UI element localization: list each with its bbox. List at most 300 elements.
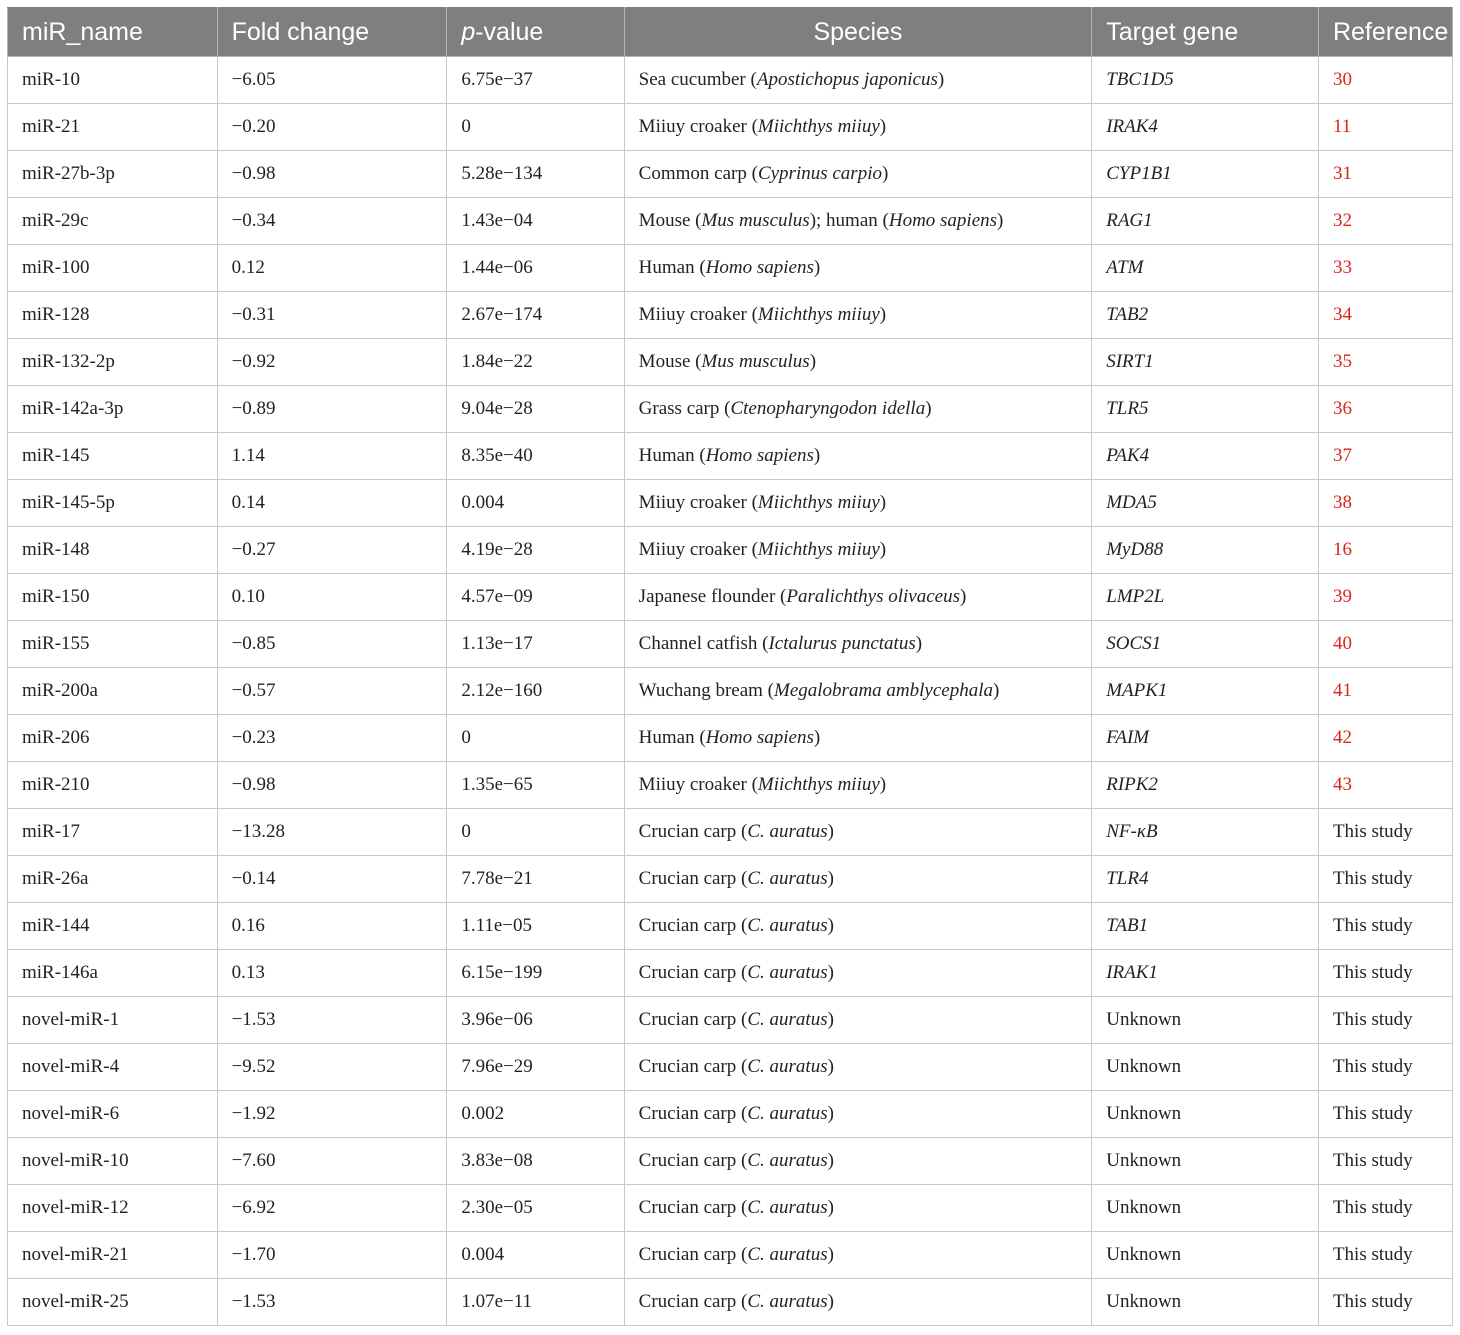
- species-common: Channel catfish (: [638, 633, 769, 654]
- cell-fold-change: −0.57: [217, 668, 447, 715]
- species-close: ): [879, 539, 887, 560]
- table-row: [8, 1044, 1453, 1091]
- cell-mir-name: miR-21: [8, 104, 218, 151]
- cell-p-value: 2.67e−174: [447, 292, 624, 339]
- table-row: [8, 57, 1453, 104]
- cell-fold-change: 0.16: [217, 903, 447, 950]
- species-close: ): [827, 821, 834, 842]
- col-header-reference: Reference: [1318, 8, 1452, 57]
- species-common: Human (: [638, 445, 706, 466]
- table-row: [8, 903, 1453, 950]
- cell-mir-name: novel-miR-21: [8, 1232, 218, 1279]
- p-value-suffix: -value: [475, 17, 544, 46]
- species-scientific: C. auratus: [747, 1150, 828, 1171]
- cell-reference: [1318, 950, 1452, 997]
- cell-reference: [1318, 997, 1452, 1044]
- cell-mir-name: miR-27b-3p: [8, 151, 218, 198]
- species-scientific: C. auratus: [747, 962, 828, 983]
- cell-target-gene: [1092, 950, 1319, 997]
- cell-target-gene: [1092, 151, 1319, 198]
- cell-p-value: 1.35e−65: [447, 762, 624, 809]
- cell-reference: [1318, 1279, 1452, 1326]
- species-common: Crucian carp (: [638, 962, 748, 983]
- reference-link[interactable]: 34: [1332, 304, 1352, 325]
- cell-mir-name: novel-miR-25: [8, 1279, 218, 1326]
- cell-reference: [1318, 1138, 1452, 1185]
- species-common: Mouse (: [638, 210, 702, 231]
- cell-mir-name: novel-miR-10: [8, 1138, 218, 1185]
- species-common-2: human (: [826, 210, 889, 231]
- species-close: ): [937, 69, 945, 90]
- cell-species: [624, 621, 1092, 668]
- cell-reference: [1318, 903, 1452, 950]
- cell-reference: [1318, 104, 1452, 151]
- species-close: ): [809, 351, 817, 372]
- species-scientific: Miichthys miiuy: [757, 116, 880, 137]
- cell-mir-name: miR-132-2p: [8, 339, 218, 386]
- cell-reference: [1318, 198, 1452, 245]
- target-gene: Unknown: [1106, 1150, 1182, 1171]
- cell-reference: [1318, 433, 1452, 480]
- species-close: );: [809, 210, 827, 231]
- species-common: Miiuy croaker (: [638, 774, 758, 795]
- species-common: Common carp (: [638, 163, 758, 184]
- species-scientific: Homo sapiens: [705, 727, 814, 748]
- species-scientific: Paralichthys olivaceus: [786, 586, 960, 607]
- cell-species: [624, 57, 1092, 104]
- species-close: ): [827, 915, 834, 936]
- species-common: Miiuy croaker (: [638, 539, 758, 560]
- cell-target-gene: [1092, 1091, 1319, 1138]
- cell-reference: [1318, 151, 1452, 198]
- cell-species: [624, 433, 1092, 480]
- cell-target-gene: [1092, 527, 1319, 574]
- cell-reference: [1318, 1232, 1452, 1279]
- species-common: Crucian carp (: [638, 868, 748, 889]
- reference-link[interactable]: 11: [1332, 116, 1352, 137]
- species-close: ): [879, 492, 887, 513]
- cell-target-gene: [1092, 715, 1319, 762]
- target-gene: TLR5: [1106, 398, 1149, 419]
- cell-fold-change: −0.14: [217, 856, 447, 903]
- reference-link[interactable]: 36: [1332, 398, 1352, 419]
- species-scientific: Homo sapiens: [705, 445, 814, 466]
- reference-link[interactable]: 42: [1332, 727, 1352, 748]
- cell-species: [624, 245, 1092, 292]
- cell-fold-change: −1.70: [217, 1232, 447, 1279]
- reference-text: This study: [1332, 915, 1413, 936]
- table-row: [8, 997, 1453, 1044]
- cell-fold-change: −7.60: [217, 1138, 447, 1185]
- col-header-fold-change: Fold change: [217, 8, 447, 57]
- target-gene: NF-κB: [1106, 821, 1158, 842]
- cell-mir-name: miR-29c: [8, 198, 218, 245]
- species-scientific: Miichthys miiuy: [757, 492, 880, 513]
- table-row: [8, 762, 1453, 809]
- cell-fold-change: 0.10: [217, 574, 447, 621]
- table-row: [8, 1138, 1453, 1185]
- cell-target-gene: [1092, 198, 1319, 245]
- cell-fold-change: −1.53: [217, 997, 447, 1044]
- cell-mir-name: miR-200a: [8, 668, 218, 715]
- species-scientific: Ctenopharyngodon idella: [730, 398, 926, 419]
- species-close: ): [960, 586, 967, 607]
- cell-target-gene: [1092, 903, 1319, 950]
- header-row: [8, 8, 1453, 57]
- table-row: [8, 856, 1453, 903]
- cell-fold-change: −13.28: [217, 809, 447, 856]
- reference-link[interactable]: 40: [1332, 633, 1352, 654]
- species-scientific: Miichthys miiuy: [757, 539, 880, 560]
- table-row: [8, 527, 1453, 574]
- target-gene: SOCS1: [1106, 633, 1162, 654]
- cell-target-gene: [1092, 1138, 1319, 1185]
- species-close: ): [827, 1244, 834, 1265]
- species-common: Human (: [638, 257, 706, 278]
- cell-species: [624, 1138, 1092, 1185]
- table-row: [8, 715, 1453, 762]
- cell-p-value: 3.96e−06: [447, 997, 624, 1044]
- target-gene: RIPK2: [1106, 774, 1158, 795]
- species-close: ): [879, 774, 887, 795]
- cell-reference: [1318, 1091, 1452, 1138]
- reference-text: This study: [1332, 1056, 1413, 1077]
- species-close: ): [915, 633, 923, 654]
- cell-p-value: 1.07e−11: [447, 1279, 624, 1326]
- cell-reference: [1318, 480, 1452, 527]
- cell-fold-change: −9.52: [217, 1044, 447, 1091]
- species-common: Wuchang bream (: [638, 680, 775, 701]
- species-close-2: ): [997, 210, 1004, 231]
- table-row: [8, 809, 1453, 856]
- cell-fold-change: 0.14: [217, 480, 447, 527]
- cell-mir-name: miR-142a-3p: [8, 386, 218, 433]
- species-close: ): [813, 727, 821, 748]
- cell-mir-name: miR-100: [8, 245, 218, 292]
- species-scientific: Mus musculus: [701, 210, 810, 231]
- target-gene: IRAK4: [1106, 116, 1158, 137]
- species-close: ): [879, 304, 887, 325]
- cell-fold-change: −1.92: [217, 1091, 447, 1138]
- reference-link[interactable]: 30: [1332, 69, 1352, 90]
- cell-fold-change: −6.92: [217, 1185, 447, 1232]
- cell-species: [624, 809, 1092, 856]
- species-close: ): [827, 1150, 834, 1171]
- species-close: ): [827, 1103, 834, 1124]
- cell-mir-name: miR-145: [8, 433, 218, 480]
- cell-reference: [1318, 1185, 1452, 1232]
- species-common: Crucian carp (: [638, 915, 748, 936]
- cell-target-gene: [1092, 621, 1319, 668]
- cell-p-value: 4.19e−28: [447, 527, 624, 574]
- cell-reference: [1318, 1044, 1452, 1091]
- species-close: ): [813, 257, 821, 278]
- target-gene: RAG1: [1106, 210, 1153, 231]
- cell-species: [624, 997, 1092, 1044]
- species-scientific: C. auratus: [747, 1197, 828, 1218]
- col-header-mir-name: miR_name: [8, 8, 218, 57]
- cell-p-value: 9.04e−28: [447, 386, 624, 433]
- table-row: [8, 386, 1453, 433]
- reference-text: This study: [1332, 1244, 1413, 1265]
- cell-species: [624, 339, 1092, 386]
- cell-fold-change: −0.98: [217, 151, 447, 198]
- cell-p-value: 7.78e−21: [447, 856, 624, 903]
- species-scientific: Mus musculus: [701, 351, 810, 372]
- cell-target-gene: [1092, 997, 1319, 1044]
- reference-link[interactable]: 39: [1332, 586, 1352, 607]
- cell-target-gene: [1092, 292, 1319, 339]
- species-scientific: Megalobrama amblycephala: [774, 680, 993, 701]
- table-row: [8, 621, 1453, 668]
- target-gene: MDA5: [1106, 492, 1157, 513]
- cell-target-gene: [1092, 1279, 1319, 1326]
- species-common: Miiuy croaker (: [638, 116, 758, 137]
- target-gene: Unknown: [1106, 1291, 1182, 1312]
- cell-mir-name: miR-26a: [8, 856, 218, 903]
- cell-p-value: 0.004: [447, 1232, 624, 1279]
- table-row: [8, 1232, 1453, 1279]
- target-gene: FAIM: [1106, 727, 1150, 748]
- reference-text: This study: [1332, 1103, 1413, 1124]
- cell-fold-change: 1.14: [217, 433, 447, 480]
- species-scientific: C. auratus: [747, 1103, 828, 1124]
- cell-mir-name: miR-145-5p: [8, 480, 218, 527]
- cell-fold-change: 0.12: [217, 245, 447, 292]
- cell-target-gene: [1092, 386, 1319, 433]
- cell-reference: [1318, 339, 1452, 386]
- cell-reference: [1318, 292, 1452, 339]
- cell-species: [624, 386, 1092, 433]
- table-row: [8, 339, 1453, 386]
- cell-fold-change: −0.98: [217, 762, 447, 809]
- species-common: Crucian carp (: [638, 1197, 748, 1218]
- species-close: ): [993, 680, 1000, 701]
- cell-species: [624, 715, 1092, 762]
- cell-fold-change: −0.92: [217, 339, 447, 386]
- cell-fold-change: −0.20: [217, 104, 447, 151]
- species-close: ): [881, 163, 889, 184]
- table-row: [8, 245, 1453, 292]
- species-scientific: C. auratus: [747, 1009, 828, 1030]
- cell-fold-change: −0.23: [217, 715, 447, 762]
- cell-reference: [1318, 668, 1452, 715]
- target-gene: Unknown: [1106, 1197, 1182, 1218]
- species-common: Miiuy croaker (: [638, 492, 758, 513]
- species-scientific: Cyprinus carpio: [757, 163, 882, 184]
- table-row: [8, 1185, 1453, 1232]
- cell-mir-name: miR-144: [8, 903, 218, 950]
- mirna-table: [7, 7, 1453, 1326]
- cell-species: [624, 856, 1092, 903]
- species-scientific: C. auratus: [747, 1291, 828, 1312]
- reference-link[interactable]: 37: [1332, 445, 1352, 466]
- reference-link[interactable]: 33: [1332, 257, 1352, 278]
- cell-mir-name: miR-10: [8, 57, 218, 104]
- target-gene: ATM: [1106, 257, 1144, 278]
- cell-target-gene: [1092, 245, 1319, 292]
- cell-reference: [1318, 245, 1452, 292]
- target-gene: LMP2L: [1106, 586, 1165, 607]
- cell-species: [624, 1232, 1092, 1279]
- species-scientific: Miichthys miiuy: [757, 774, 880, 795]
- cell-target-gene: [1092, 574, 1319, 621]
- cell-species: [624, 104, 1092, 151]
- cell-mir-name: miR-150: [8, 574, 218, 621]
- species-close: ): [827, 962, 834, 983]
- target-gene: CYP1B1: [1106, 163, 1172, 184]
- species-close: ): [925, 398, 932, 419]
- cell-species: [624, 1044, 1092, 1091]
- table-row: [8, 950, 1453, 997]
- reference-link[interactable]: 32: [1332, 210, 1352, 231]
- cell-reference: [1318, 809, 1452, 856]
- species-common: Crucian carp (: [638, 1103, 748, 1124]
- table-row: [8, 574, 1453, 621]
- cell-p-value: 3.83e−08: [447, 1138, 624, 1185]
- species-scientific-2: Homo sapiens: [888, 210, 998, 231]
- cell-target-gene: [1092, 1185, 1319, 1232]
- col-header-species: Species: [624, 8, 1092, 57]
- table-body: [8, 57, 1453, 1326]
- cell-p-value: 0.002: [447, 1091, 624, 1138]
- cell-fold-change: −0.31: [217, 292, 447, 339]
- cell-p-value: 1.84e−22: [447, 339, 624, 386]
- cell-target-gene: [1092, 480, 1319, 527]
- table-row: [8, 668, 1453, 715]
- cell-p-value: 0: [447, 104, 624, 151]
- table-row: [8, 104, 1453, 151]
- table-row: [8, 292, 1453, 339]
- table-row: [8, 480, 1453, 527]
- col-header-target-gene: Target gene: [1092, 8, 1319, 57]
- cell-p-value: 2.12e−160: [447, 668, 624, 715]
- cell-species: [624, 950, 1092, 997]
- species-scientific: C. auratus: [747, 915, 828, 936]
- cell-target-gene: [1092, 433, 1319, 480]
- cell-fold-change: −0.34: [217, 198, 447, 245]
- cell-fold-change: −0.89: [217, 386, 447, 433]
- cell-mir-name: miR-146a: [8, 950, 218, 997]
- cell-target-gene: [1092, 668, 1319, 715]
- reference-link[interactable]: 43: [1332, 774, 1352, 795]
- cell-p-value: 5.28e−134: [447, 151, 624, 198]
- p-italic: p: [461, 17, 476, 46]
- cell-p-value: 6.75e−37: [447, 57, 624, 104]
- table-row: [8, 151, 1453, 198]
- target-gene: MyD88: [1106, 539, 1164, 560]
- cell-mir-name: novel-miR-6: [8, 1091, 218, 1138]
- reference-text: This study: [1332, 962, 1413, 983]
- target-gene: TAB2: [1106, 304, 1149, 325]
- cell-p-value: 4.57e−09: [447, 574, 624, 621]
- table-row: [8, 1091, 1453, 1138]
- cell-fold-change: −6.05: [217, 57, 447, 104]
- species-common: Crucian carp (: [638, 1150, 748, 1171]
- target-gene: Unknown: [1106, 1009, 1182, 1030]
- cell-target-gene: [1092, 762, 1319, 809]
- species-common: Crucian carp (: [638, 1291, 748, 1312]
- cell-species: [624, 668, 1092, 715]
- species-common: Crucian carp (: [638, 1056, 748, 1077]
- species-common: Crucian carp (: [638, 1244, 748, 1265]
- cell-species: [624, 762, 1092, 809]
- cell-mir-name: miR-155: [8, 621, 218, 668]
- target-gene: TAB1: [1106, 915, 1149, 936]
- target-gene: Unknown: [1106, 1244, 1182, 1265]
- cell-species: [624, 1091, 1092, 1138]
- reference-link[interactable]: 38: [1332, 492, 1352, 513]
- cell-species: [624, 903, 1092, 950]
- cell-mir-name: miR-17: [8, 809, 218, 856]
- cell-p-value: 0: [447, 809, 624, 856]
- target-gene: IRAK1: [1106, 962, 1158, 983]
- cell-target-gene: [1092, 809, 1319, 856]
- cell-p-value: 1.13e−17: [447, 621, 624, 668]
- cell-mir-name: miR-210: [8, 762, 218, 809]
- reference-link[interactable]: 16: [1332, 539, 1352, 560]
- cell-p-value: 0.004: [447, 480, 624, 527]
- col-header-p-value: [447, 8, 624, 57]
- cell-p-value: 1.43e−04: [447, 198, 624, 245]
- cell-fold-change: −1.53: [217, 1279, 447, 1326]
- cell-target-gene: [1092, 104, 1319, 151]
- species-scientific: C. auratus: [747, 1244, 828, 1265]
- target-gene: Unknown: [1106, 1056, 1182, 1077]
- cell-species: [624, 292, 1092, 339]
- species-close: ): [827, 1009, 834, 1030]
- cell-species: [624, 198, 1092, 245]
- cell-target-gene: [1092, 339, 1319, 386]
- species-common: Human (: [638, 727, 706, 748]
- target-gene: TLR4: [1106, 868, 1149, 889]
- cell-reference: [1318, 386, 1452, 433]
- reference-link[interactable]: 41: [1332, 680, 1352, 701]
- cell-fold-change: −0.27: [217, 527, 447, 574]
- reference-text: This study: [1332, 1291, 1413, 1312]
- species-scientific: C. auratus: [747, 868, 828, 889]
- reference-link[interactable]: 31: [1332, 163, 1352, 184]
- table-container: [7, 7, 1453, 1326]
- cell-target-gene: [1092, 856, 1319, 903]
- species-scientific: Apostichopus japonicus: [756, 69, 938, 90]
- species-common: Mouse (: [638, 351, 702, 372]
- reference-text: This study: [1332, 1009, 1413, 1030]
- reference-text: This study: [1332, 1150, 1413, 1171]
- cell-target-gene: [1092, 57, 1319, 104]
- cell-reference: [1318, 621, 1452, 668]
- cell-p-value: 7.96e−29: [447, 1044, 624, 1091]
- species-close: ): [827, 1291, 834, 1312]
- cell-target-gene: [1092, 1232, 1319, 1279]
- species-scientific: C. auratus: [747, 1056, 828, 1077]
- reference-link[interactable]: 35: [1332, 351, 1352, 372]
- species-common: Crucian carp (: [638, 1009, 748, 1030]
- cell-mir-name: novel-miR-12: [8, 1185, 218, 1232]
- species-common: Sea cucumber (: [638, 69, 757, 90]
- cell-reference: [1318, 57, 1452, 104]
- reference-text: This study: [1332, 821, 1413, 842]
- cell-mir-name: miR-206: [8, 715, 218, 762]
- species-close: ): [879, 116, 887, 137]
- species-common: Japanese flounder (: [638, 586, 787, 607]
- cell-mir-name: miR-148: [8, 527, 218, 574]
- cell-p-value: 0: [447, 715, 624, 762]
- table-row: [8, 433, 1453, 480]
- species-close: ): [813, 445, 821, 466]
- cell-p-value: 6.15e−199: [447, 950, 624, 997]
- species-close: ): [827, 868, 834, 889]
